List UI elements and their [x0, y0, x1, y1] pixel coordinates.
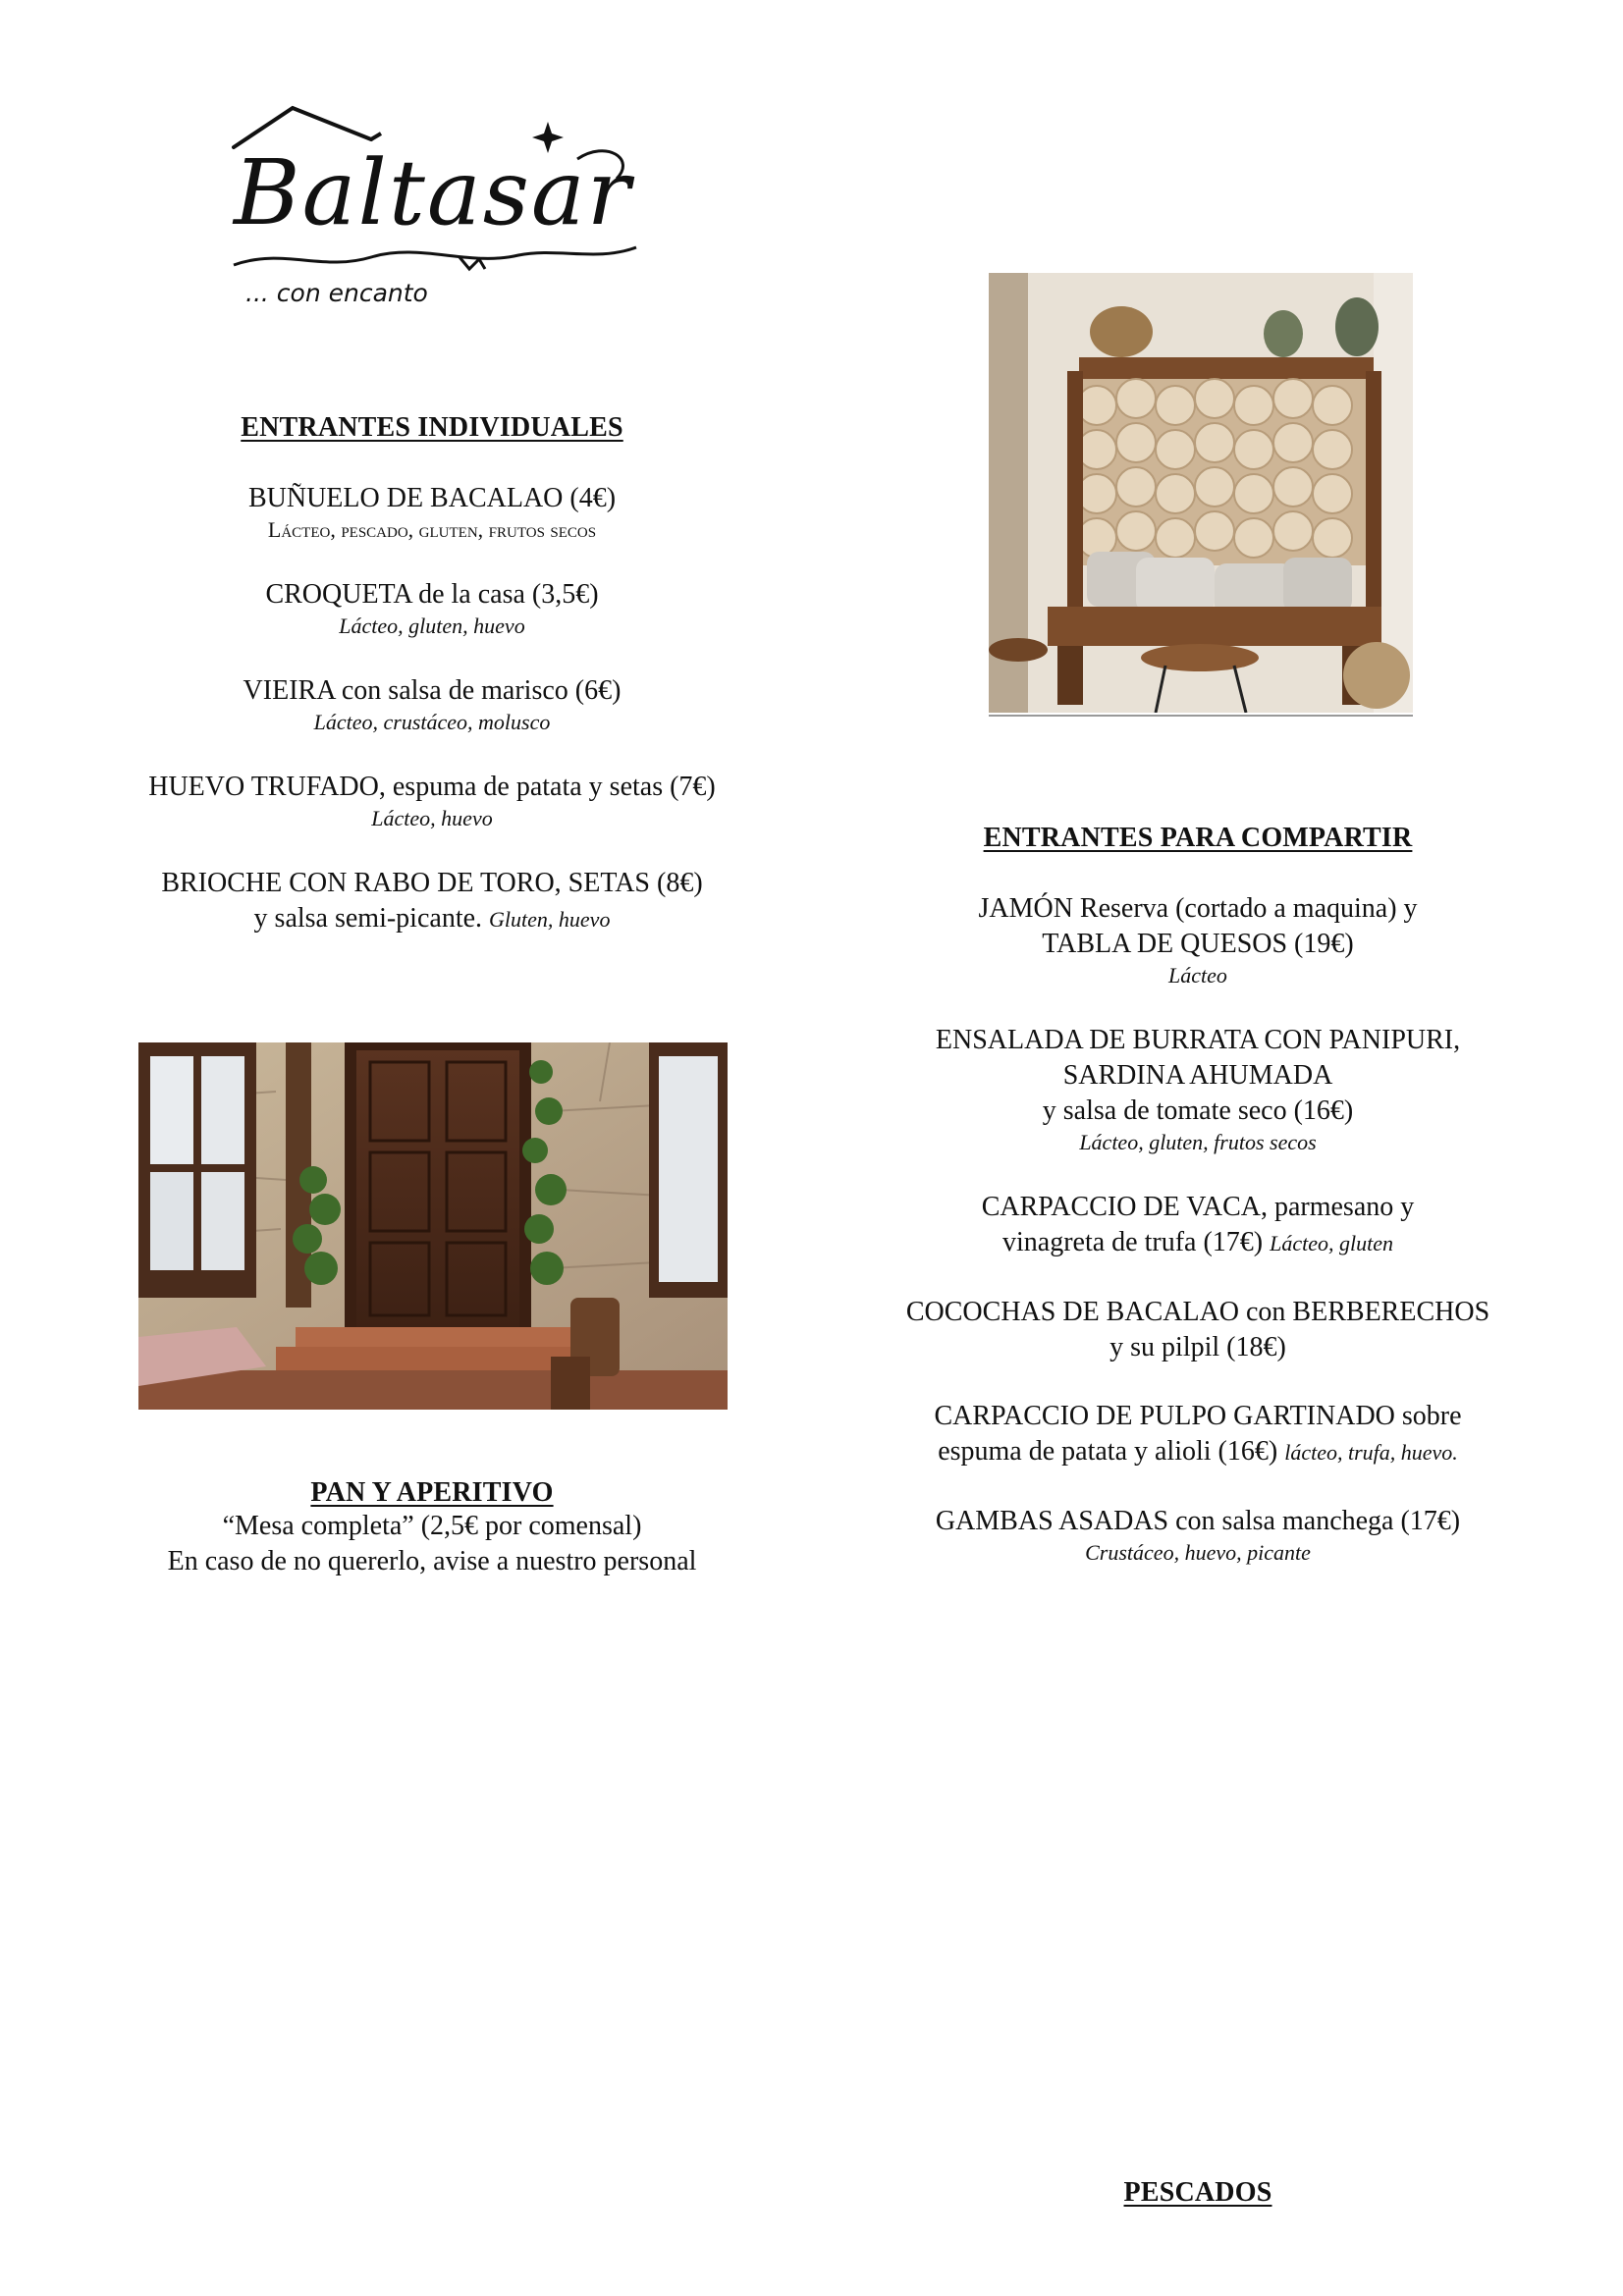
dish-name-line: SARDINA AHUMADA — [1062, 1060, 1333, 1091]
photo-interior — [989, 273, 1413, 717]
section-pan-aperitivo — [79, 1477, 785, 1579]
allergen-note: Lácteo, gluten, frutos secos — [1079, 1130, 1317, 1154]
menu-item — [844, 1399, 1551, 1470]
allergen-note: Lácteo, gluten, huevo — [339, 614, 525, 638]
dish-line: espuma de patata y alioli (16€) — [938, 1436, 1278, 1467]
allergen-note: Lácteo, huevo — [371, 806, 493, 830]
dish-description — [79, 901, 785, 937]
dish-description: y su pilpil (18€) — [1109, 1332, 1286, 1362]
dish-line: y salsa semi-picante. — [253, 903, 483, 934]
dish-name: CROQUETA de la casa (3,5€) — [265, 579, 599, 610]
dish-name: ENSALADA DE BURRATA CON PANIPURI, — [935, 1025, 1461, 1055]
allergen-note: lácteo, trufa, huevo. — [1284, 1440, 1458, 1465]
menu-item — [844, 1295, 1551, 1365]
section-entrantes-compartir — [844, 823, 1551, 1567]
dish-name: CARPACCIO DE PULPO GARTINADO sobre — [934, 1401, 1462, 1431]
allergen-note: Lácteo — [1168, 963, 1227, 988]
allergen-note: Lácteo, crustáceo, molusco — [313, 710, 551, 734]
section-entrantes-individuales — [79, 412, 785, 937]
section-heading: PESCADOS — [1123, 2177, 1272, 2208]
logo — [224, 100, 646, 316]
dish-name: BRIOCHE CON RABO DE TORO, SETAS (8€) — [161, 868, 703, 898]
allergen-note: Lácteo, pescado, gluten, frutos secos — [267, 517, 597, 542]
section-heading: ENTRANTES PARA COMPARTIR — [983, 823, 1413, 853]
dish-name: COCOCHAS DE BACALAO con BERBERECHOS — [905, 1297, 1490, 1327]
menu-item — [79, 577, 785, 640]
dish-name: VIEIRA con salsa de marisco (6€) — [243, 675, 622, 706]
menu-item — [844, 1504, 1551, 1567]
section-pescados — [1100, 2177, 1296, 2209]
dish-description: y salsa de tomate seco (16€) — [1042, 1095, 1354, 1126]
dish-description — [844, 1225, 1551, 1261]
dish-name: BUÑUELO DE BACALAO (4€) — [247, 483, 617, 513]
menu-item — [79, 673, 785, 736]
brand-tagline: ... con encanto — [245, 279, 428, 307]
aperitivo-price: “Mesa completa” (2,5€ por comensal) — [222, 1511, 642, 1541]
menu-item — [844, 891, 1551, 989]
dish-name: GAMBAS ASADAS con salsa manchega (17€) — [935, 1506, 1461, 1536]
allergen-note: Lácteo, gluten — [1270, 1231, 1393, 1255]
section-heading: PAN Y APERITIVO — [310, 1477, 554, 1508]
aperitivo-notice: En caso de no quererlo, avise a nuestro personal — [167, 1546, 697, 1576]
allergen-note: Gluten, huevo — [489, 907, 611, 932]
dish-name-line: TABLA DE QUESOS (19€) — [1042, 929, 1354, 959]
dish-description — [844, 1434, 1551, 1470]
menu-item — [79, 770, 785, 832]
allergen-note: Crustáceo, huevo, picante — [1085, 1540, 1311, 1565]
menu-item — [844, 1023, 1551, 1156]
menu-item — [844, 1190, 1551, 1261]
dish-name: CARPACCIO DE VACA, parmesano y — [981, 1192, 1415, 1222]
section-heading: ENTRANTES INDIVIDUALES — [241, 412, 623, 443]
menu-item — [79, 481, 785, 544]
photo-restaurant-entrance — [138, 1042, 728, 1410]
dish-name: JAMÓN Reserva (cortado a maquina) y — [978, 893, 1418, 924]
dish-name: HUEVO TRUFADO, espuma de patata y setas (7€) — [148, 772, 716, 802]
menu-item — [79, 866, 785, 937]
brand-name: Baltasar — [234, 140, 632, 245]
dish-line: vinagreta de trufa (17€) — [1002, 1227, 1264, 1257]
